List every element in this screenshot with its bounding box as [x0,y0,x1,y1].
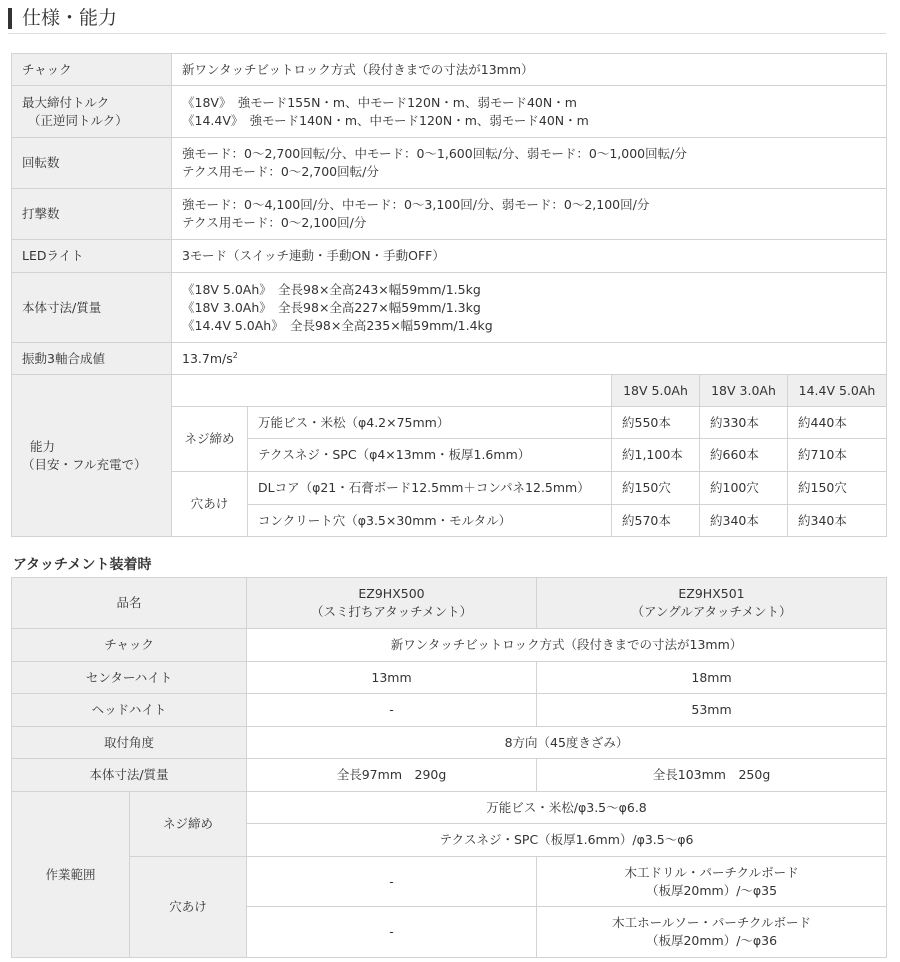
attachment-model-1 [247,578,537,629]
attachment-row-chuck [12,629,887,662]
attachment-row-center [12,662,887,694]
attachment-value-angle: 8方向（45度きざみ） [247,727,887,759]
model2-line1: EZ9HX501 [678,586,745,601]
spec-row-torque [12,86,887,138]
capacity-label-line1: 能力 [30,438,56,454]
impact-value-line1: 強モード：0～4,100回/分、中モード：0～3,100回/分、弱モード：0～2,100回/分 [182,197,650,212]
capacity-item: 万能ビス・米松（φ4.2×75mm） [248,407,612,439]
capacity-value: 約660本 [700,439,788,472]
title-accent-bar [8,8,12,29]
spec-value-rpm [172,138,887,189]
attachment-row-product [12,578,887,629]
spec-label-led: LEDライト [12,240,172,273]
capacity-value: 約150穴 [788,472,887,505]
attachment-value-size-2: 全長103mm 250g [537,759,887,792]
capacity-value: 約570本 [612,505,700,537]
attachment-row-size [12,759,887,792]
page-title: 仕様・能力 [22,7,118,29]
rpm-value-line2: テクス用モード：0～2,700回転/分 [182,164,379,179]
torque-value-line2: 《14.4V》 強モード140N・m、中モード120N・m、弱モード40N・m [182,112,589,128]
spec-label-chuck: チャック [12,54,172,86]
capacity-value: 約340本 [788,505,887,537]
attachment-row-drill-1 [12,857,887,907]
attachment-value-size-1: 全長97mm 290g [247,759,537,792]
attachment-value-center-1: 13mm [247,662,537,694]
spec-label-capacity [12,375,172,537]
capacity-item: コンクリート穴（φ3.5×30mm・モルタル） [248,505,612,537]
spec-label-rpm: 回転数 [12,138,172,189]
model2-line2: （アングルアタッチメント） [631,604,792,619]
rpm-value-line1: 強モード：0～2,700回転/分、中モード：0～1,600回転/分、弱モード：0～1,000回転/分 [182,146,687,161]
attachment-label-product: 品名 [12,578,247,629]
capacity-value: 約550本 [612,407,700,439]
attachment-row-angle [12,727,887,759]
attachment-label-work: 作業範囲 [12,792,130,958]
attachment-label-size: 本体寸法/質量 [12,759,247,792]
spec-value-impact [172,189,887,240]
attachment-section-title: アタッチメント装着時 [13,557,152,573]
attachment-label-angle: 取付角度 [12,727,247,759]
capacity-col-18v-3ah: 18V 3.0Ah [700,375,788,407]
spec-row-chuck [12,54,887,86]
capacity-group-screw: ネジ締め [172,407,248,472]
capacity-value: 約440本 [788,407,887,439]
attachment-value-screw-2: テクスネジ・SPC（板厚1.6mm）/φ3.5～φ6 [247,824,887,857]
attachment-value-drill-1-right [537,857,887,907]
spec-label-impact: 打撃数 [12,189,172,240]
capacity-item: テクスネジ・SPC（φ4×13mm・板厚1.6mm） [248,439,612,472]
spec-table [11,53,887,537]
capacity-value: 約330本 [700,407,788,439]
attachment-label-chuck: チャック [12,629,247,662]
capacity-header-row [12,375,887,407]
torque-label-line1: 最大締付トルク [22,94,110,110]
attachment-label-head: ヘッドハイト [12,694,247,727]
attachment-value-screw-1: 万能ビス・米松/φ3.5～φ6.8 [247,792,887,824]
capacity-group-drill: 穴あけ [172,472,248,537]
attachment-value-head-1: - [247,694,537,727]
torque-value-line1: 《18V》 強モード155N・m、中モード120N・m、弱モード40N・m [182,94,577,110]
size-value-line3: 《14.4V 5.0Ah》 全長98×全高235×幅59mm/1.4kg [182,317,493,333]
attachment-label-drill: 穴あけ [130,857,247,958]
size-value-line1: 《18V 5.0Ah》 全長98×全高243×幅59mm/1.5kg [182,281,481,297]
spec-value-size [172,273,887,343]
drill2-right-line2: （板厚20mm）/～φ36 [645,933,778,948]
torque-label-line2: （正逆同トルク） [28,112,128,128]
attachment-value-drill-2-right [537,907,887,958]
page-title-bar [8,6,886,34]
drill1-right-line1: 木工ドリル・パーチクルボード [624,864,799,880]
capacity-item: DLコア（φ21・石膏ボード12.5mm＋コンパネ12.5mm） [248,472,612,505]
attachment-model-2 [537,578,887,629]
model1-line1: EZ9HX500 [358,586,425,601]
capacity-value: 約340本 [700,505,788,537]
spec-row-vibration [12,343,887,375]
spec-value-torque [172,86,887,138]
attachment-value-head-2: 53mm [537,694,887,727]
size-value-line2: 《18V 3.0Ah》 全長98×全高227×幅59mm/1.3kg [182,299,481,315]
attachment-label-center: センターハイト [12,662,247,694]
attachment-row-head [12,694,887,727]
capacity-value: 約1,100本 [612,439,700,472]
capacity-col-18v-5ah: 18V 5.0Ah [612,375,700,407]
drill2-right-line1: 木工ホールソー・パーチクルボード [612,915,811,930]
spec-label-torque [12,86,172,138]
attachment-value-center-2: 18mm [537,662,887,694]
capacity-label-line2: （目安・フル充電で） [22,456,147,472]
capacity-header-blank [172,375,612,407]
capacity-col-144v-5ah: 14.4V 5.0Ah [788,375,887,407]
impact-value-line2: テクス用モード：0～2,100回/分 [182,215,367,230]
spec-value-vibration [172,343,887,375]
vibration-value: 13.7m/s [182,350,233,366]
spec-row-impact [12,189,887,240]
capacity-value: 約100穴 [700,472,788,505]
spec-value-led: 3モード（スイッチ連動・手動ON・手動OFF） [172,240,887,273]
spec-label-size: 本体寸法/質量 [12,273,172,343]
drill1-right-line2: （板厚20mm）/～φ35 [645,882,778,898]
attachment-label-screw: ネジ締め [130,792,247,857]
spec-row-rpm [12,138,887,189]
attachment-row-screw-1 [12,792,887,824]
spec-value-chuck: 新ワンタッチビットロック方式（段付きまでの寸法が13mm） [172,54,887,86]
spec-row-size [12,273,887,343]
attachment-table [11,577,887,958]
capacity-value: 約150穴 [612,472,700,505]
attachment-value-drill-2-left: - [247,907,537,958]
attachment-value-drill-1-left: - [247,857,537,907]
model1-line2: （スミ打ちアタッチメント） [310,604,473,619]
vibration-unit-sup: 2 [232,350,238,360]
spec-row-led [12,240,887,273]
spec-label-vibration: 振動3軸合成値 [12,343,172,375]
attachment-value-chuck: 新ワンタッチビットロック方式（段付きまでの寸法が13mm） [247,629,887,662]
capacity-value: 約710本 [788,439,887,472]
